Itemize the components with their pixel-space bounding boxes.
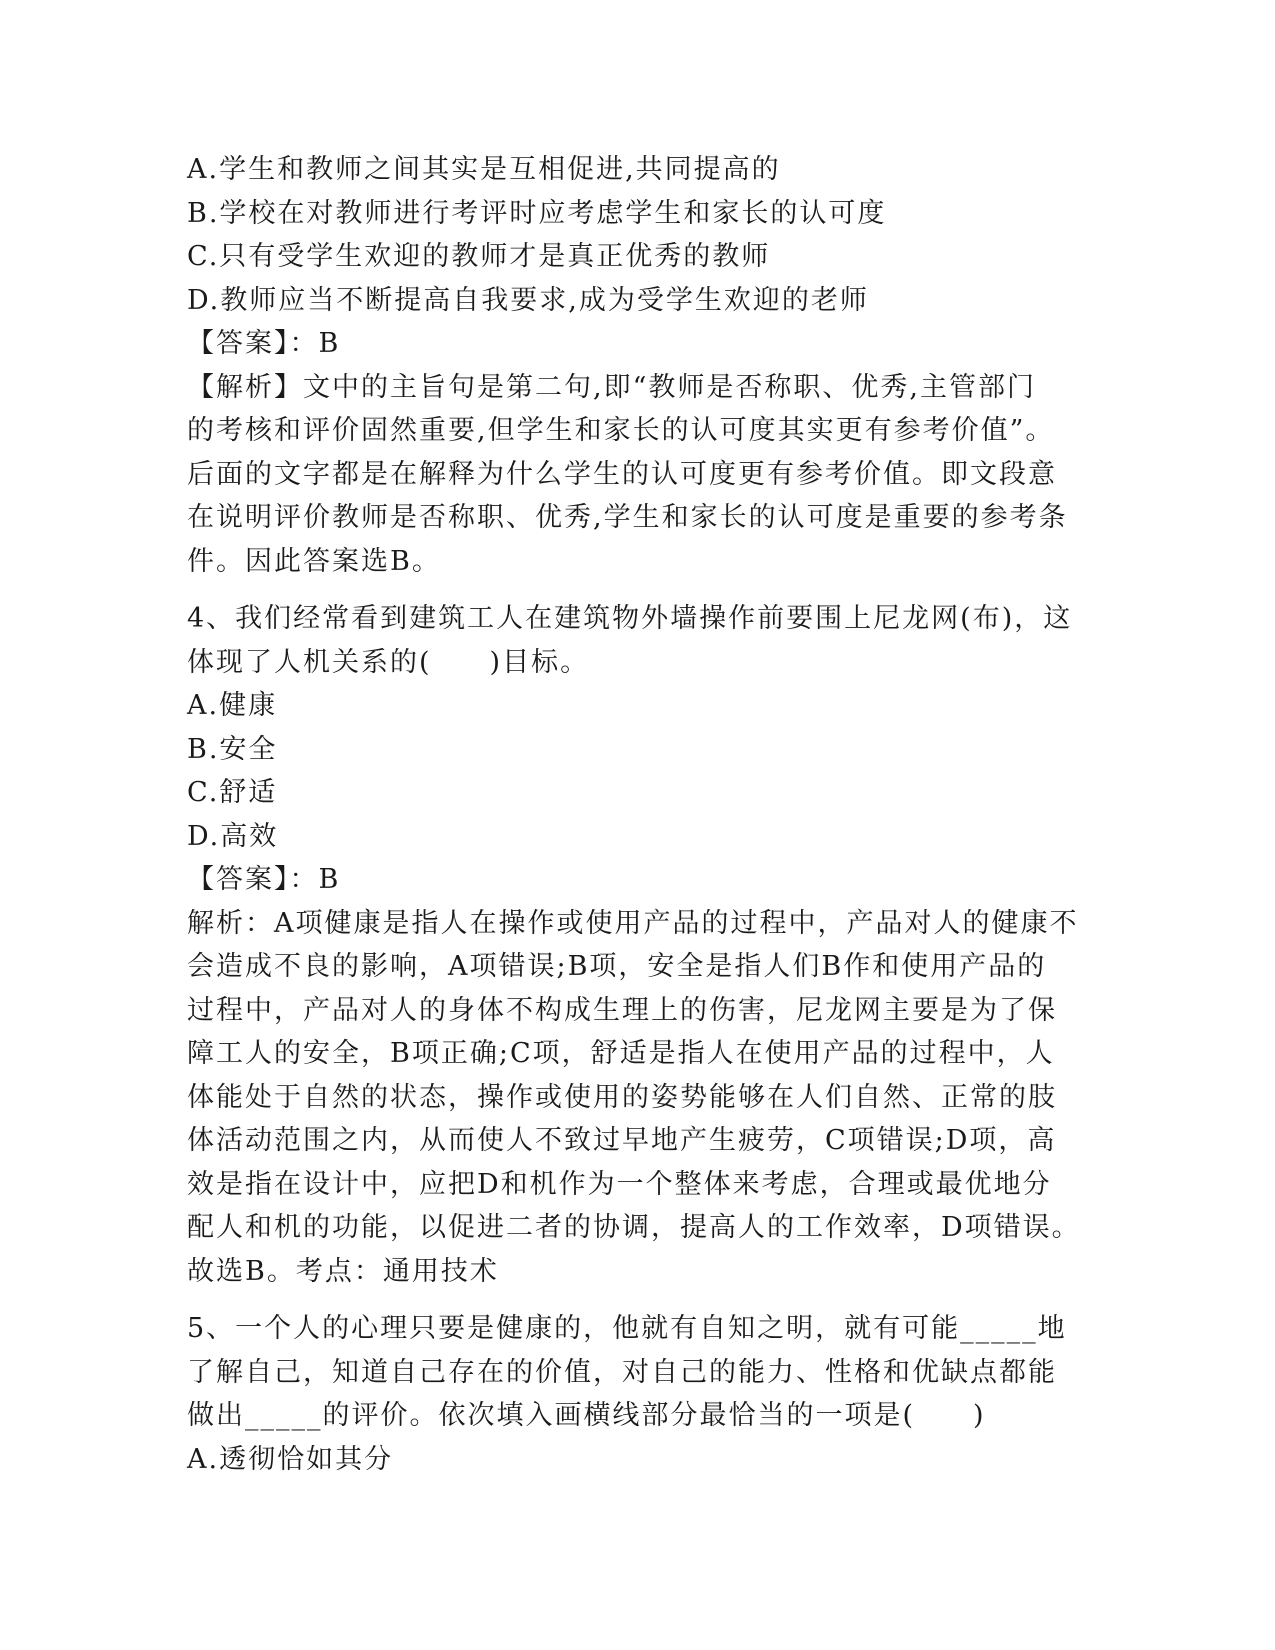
question-3 [187, 148, 1087, 583]
analysis-line: 在说明评价教师是否称职、优秀,学生和家长的认可度是重要的参考条 [187, 502, 1068, 533]
analysis-line: 配人和机的功能，以促进二者的协调，提高人的工作效率，D项错误。 [187, 1212, 1081, 1243]
option-b: B.安全 [187, 733, 278, 765]
paragraph-gap [187, 583, 1087, 597]
option-d: D.高效 [187, 820, 279, 852]
paragraph-gap [187, 1293, 1087, 1307]
option-a: A.学生和教师之间其实是互相促进,共同提高的 [187, 154, 781, 185]
option-b: B.学校在对教师进行考评时应考虑学生和家长的认可度 [187, 197, 887, 229]
question-stem: 4、我们经常看到建筑工人在建筑物外墙操作前要围上尼龙网(布)，这 [187, 603, 1073, 634]
analysis-line: 故选B。考点：通用技术 [187, 1255, 499, 1287]
analysis-line: 过程中，产品对人的身体不构成生理上的伤害，尼龙网主要是为了保 [187, 994, 1057, 1026]
question-5 [187, 1307, 1087, 1481]
option-c: C.舒适 [187, 777, 278, 808]
option-c: C.只有受学生欢迎的教师才是真正优秀的教师 [187, 241, 771, 272]
option-a: A.健康 [187, 690, 278, 721]
analysis-line: 体能处于自然的状态，操作或使用的姿势能够在人们自然、正常的肢 [187, 1081, 1057, 1113]
question-stem: 5、一个人的心理只要是健康的，他就有自知之明，就有可能_____地 [187, 1313, 1067, 1344]
answer-line: 【答案】：B [187, 864, 341, 895]
document-content [187, 148, 1087, 1481]
answer-line: 【答案】：B [187, 328, 341, 359]
question-4 [187, 597, 1087, 1293]
analysis-line: 解析：A项健康是指人在操作或使用产品的过程中，产品对人的健康不 [187, 907, 1079, 939]
analysis-line: 障工人的安全，B项正确;C项，舒适是指人在使用产品的过程中，人 [187, 1038, 1055, 1069]
option-d: D.教师应当不断提高自我要求,成为受学生欢迎的老师 [187, 284, 869, 316]
question-stem: 做出_____的评价。依次填入画横线部分最恰当的一项是( ) [187, 1400, 986, 1431]
question-stem: 了解自己，知道自己存在的价值，对自己的能力、性格和优缺点都能 [187, 1356, 1057, 1388]
analysis-line: 件。因此答案选B。 [187, 545, 441, 577]
analysis-line: 的考核和评价固然重要,但学生和家长的认可度其实更有参考价值”。 [187, 415, 1055, 446]
analysis-line: 【解析】文中的主旨句是第二句,即“教师是否称职、优秀,主管部门 [187, 371, 1036, 403]
analysis-line: 会造成不良的影响，A项错误;B项，安全是指人们B作和使用产品的 [187, 951, 1047, 982]
question-stem: 体现了人机关系的( )目标。 [187, 646, 590, 678]
analysis-line: 后面的文字都是在解释为什么学生的认可度更有参考价值。即文段意 [187, 458, 1057, 490]
analysis-line: 效是指在设计中，应把D和机作为一个整体来考虑，合理或最优地分 [187, 1168, 1052, 1200]
option-a: A.透彻恰如其分 [187, 1443, 394, 1475]
analysis-line: 体活动范围之内，从而使人不致过早地产生疲劳，C项错误;D项，高 [187, 1125, 1057, 1156]
